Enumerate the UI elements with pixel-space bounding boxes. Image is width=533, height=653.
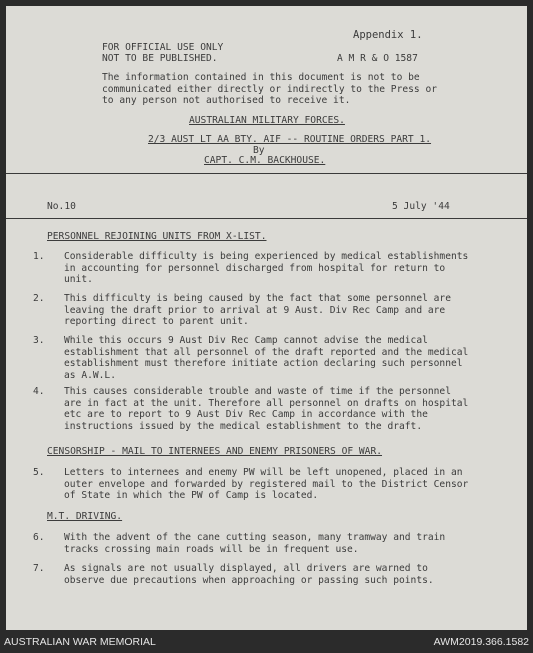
order-date: 5 July '44: [392, 201, 450, 212]
item-number: 1.: [33, 251, 45, 262]
order-item-text: This difficulty is being caused by the fact that some personnel are leaving the draft prior to arrival at 9 Aust. Div Rec Camp and are reporting direct to parent unit.: [64, 293, 451, 327]
reference-number: A M R & O 1587: [337, 53, 418, 64]
top-divider: [6, 173, 527, 174]
section-heading: PERSONNEL REJOINING UNITS FROM X-LIST.: [47, 231, 267, 242]
archive-reference: AWM2019.366.1582: [433, 636, 529, 648]
item-number: 7.: [33, 563, 45, 574]
archive-footer: [0, 631, 533, 653]
item-number: 3.: [33, 335, 45, 346]
item-number: 6.: [33, 532, 45, 543]
by-line: By: [253, 145, 265, 156]
order-item-text: Considerable difficulty is being experienced by medical establishments in accounting for personnel discharged from hospital for return to unit.: [64, 251, 469, 285]
order-item-text: This causes considerable trouble and waste of time if the personnel are in fact at the unit. Therefore all personnel on drafts on hospital etc are to report to 9 Aust Div Rec Camp in accordance with the instructions issued by the medical establishment to the draft.: [64, 386, 469, 432]
section-heading: CENSORSHIP - MAIL TO INTERNEES AND ENEMY PRISONERS OF WAR.: [47, 446, 383, 457]
item-number: 2.: [33, 293, 45, 304]
item-number: 4.: [33, 386, 45, 397]
bottom-divider: [6, 218, 527, 219]
security-warning: The information contained in this document is not to be communicated either directly or indirectly to the Press or to any person not authorised to receive it.: [102, 72, 438, 106]
not-published-line: NOT TO BE PUBLISHED.: [102, 53, 218, 64]
archive-name: AUSTRALIAN WAR MEMORIAL: [4, 636, 156, 648]
official-use-line: FOR OFFICIAL USE ONLY: [102, 42, 224, 53]
section-heading: M.T. DRIVING.: [47, 511, 123, 522]
order-number: No.10: [47, 201, 76, 212]
order-item-text: With the advent of the cane cutting season, many tramway and train tracks crossing main roads will be in frequent use.: [64, 532, 446, 555]
forces-heading: AUSTRALIAN MILITARY FORCES.: [189, 115, 345, 126]
document-page: [6, 6, 527, 630]
item-number: 5.: [33, 467, 45, 478]
order-item-text: As signals are not usually displayed, all drivers are warned to observe due precautions when approaching or passing such points.: [64, 563, 434, 586]
order-item-text: Letters to internees and enemy PW will be left unopened, placed in an outer envelope and forwarded by registered mail to the District Censor of State in which the PW of Camp is located.: [64, 467, 469, 501]
author-line: CAPT. C.M. BACKHOUSE.: [204, 155, 326, 166]
order-item-text: While this occurs 9 Aust Div Rec Camp cannot advise the medical establishment that all personnel of the draft reported and the medical establishment must therefore initiate action declaring such personnel as A.W.L.: [64, 335, 469, 381]
unit-title: 2/3 AUST LT AA BTY. AIF -- ROUTINE ORDERS PART 1.: [148, 134, 432, 145]
appendix-label: Appendix 1.: [353, 29, 423, 41]
